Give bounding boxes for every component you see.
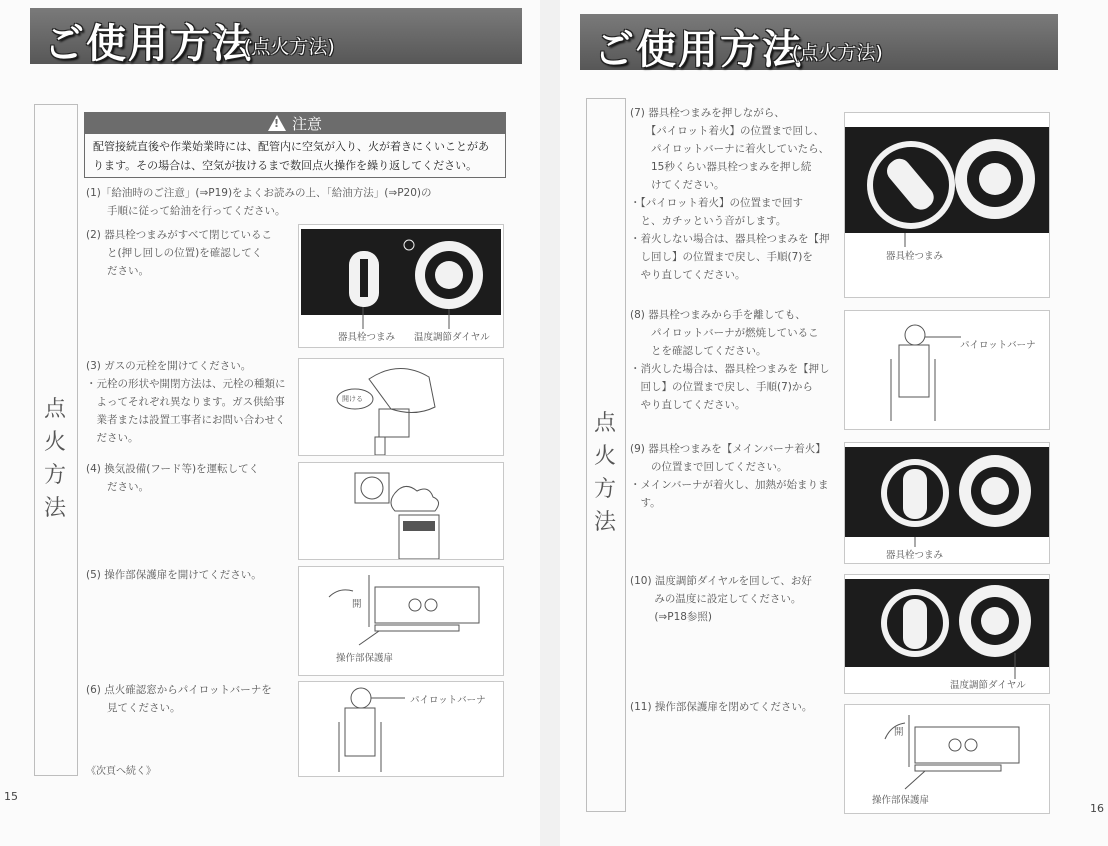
control-panel-image-10	[844, 574, 1050, 694]
pilot-burner-drawing	[845, 311, 1050, 430]
dial-caption: 温度調節ダイヤル	[950, 680, 1026, 691]
continued-note: 《次頁へ続く》	[86, 766, 156, 777]
control-panel-drawing-7	[845, 113, 1050, 298]
step-7: (7) 器具栓つまみを押しながら、 【パイロット着火】の位置まで回し、 パイロットバーナに着火していたら、 15秒くらい器具栓つまみを押し続 けてください。 ・【パイロット着火】の位置まで回す と、カチッという音がします。 ・着火しない場合は、器具栓つまみを【押 し回し】の位置まで戻し、手順(7)を やり直してください。	[630, 107, 830, 281]
control-panel-image-9	[844, 442, 1050, 564]
step-3: (3) ガスの元栓を開けてください。 ・元栓の形状や開閉方法は、元栓の種類に よってそれぞれ異なります。ガス供給事 業者または設置工事者にお問い合わせく ださい。	[86, 360, 286, 444]
step-5: (5) 操作部保護扉を開けてください。	[86, 569, 262, 581]
caution-text: 配管接続直後や作業始業時には、配管内に空気が入り、火が着きにくいことがあります。その場合は、空気が抜けるまで数回点火操作を繰り返してください。	[84, 134, 506, 178]
page-subtitle: (点火方法)	[244, 36, 335, 58]
knob-caption: 器具栓つまみ	[886, 251, 944, 262]
step-11: (11) 操作部保護扉を閉めてください。	[630, 701, 813, 713]
step-2: (2) 器具栓つまみがすべて閉じているこ と(押し回しの位置)を確認してく ださい。	[86, 229, 273, 277]
page-number: 15	[4, 790, 18, 803]
door-close-mark: 開	[894, 727, 904, 738]
pilot-caption: パイロットバーナ	[960, 340, 1036, 351]
open-label: 開ける	[342, 395, 363, 403]
door-caption: 操作部保護扉	[872, 795, 930, 806]
door-open-drawing	[299, 567, 504, 676]
control-panel-drawing-9	[845, 443, 1050, 564]
ventilation-drawing	[299, 463, 504, 560]
ventilation-image	[298, 462, 504, 560]
door-open-mark: 開	[352, 599, 362, 610]
step-6: (6) 点火確認窓からパイロットバーナを 見てください。	[86, 684, 272, 714]
right-page	[560, 0, 1108, 846]
knob-caption-9: 器具栓つまみ	[886, 550, 944, 561]
gas-valve-drawing	[299, 359, 504, 456]
knob-caption: 器具栓つまみ	[338, 332, 396, 343]
side-label: 点 火 方 法	[594, 411, 617, 535]
warning-icon	[268, 115, 286, 131]
door-open-image	[298, 566, 504, 676]
left-page	[0, 0, 540, 846]
page-number: 16	[1090, 802, 1104, 815]
binding-gutter	[540, 0, 560, 846]
step-8: (8) 器具栓つまみから手を離しても、 パイロットバーナが燃焼しているこ とを確認してください。 ・消火した場合は、器具栓つまみを【押し 回し】の位置まで戻し、手順(7)から やり直してください。	[630, 309, 830, 411]
step-10: (10) 温度調節ダイヤルを回して、お好 みの温度に設定してください。 (⇒P18参照)	[630, 575, 812, 623]
pilot-caption: パイロットバーナ	[410, 695, 486, 706]
gas-valve-image	[298, 358, 504, 456]
step-1: (1)「給油時のご注意」(⇒P19)をよくお読みの上、「給油方法」(⇒P20)の 手順に従って給油を行ってください。	[86, 187, 432, 217]
door-caption: 操作部保護扉	[336, 653, 394, 664]
caution-header: ! 注意	[84, 112, 506, 134]
step-9: (9) 器具栓つまみを【メインバーナ着火】 の位置まで回してください。 ・メインバーナが着火し、加熱が始まりま す。	[630, 443, 829, 509]
side-label: 点 火 方 法	[44, 397, 67, 521]
dial-caption: 温度調節ダイヤル	[414, 332, 490, 343]
step-4: (4) 換気設備(フード等)を運転してく ださい。	[86, 463, 260, 493]
page-title: ご使用方法	[594, 27, 804, 73]
pilot-burner-image	[844, 310, 1050, 430]
control-panel-image-7	[844, 112, 1050, 298]
page-title: ご使用方法	[44, 21, 254, 67]
page-subtitle: (点火方法)	[792, 42, 883, 64]
